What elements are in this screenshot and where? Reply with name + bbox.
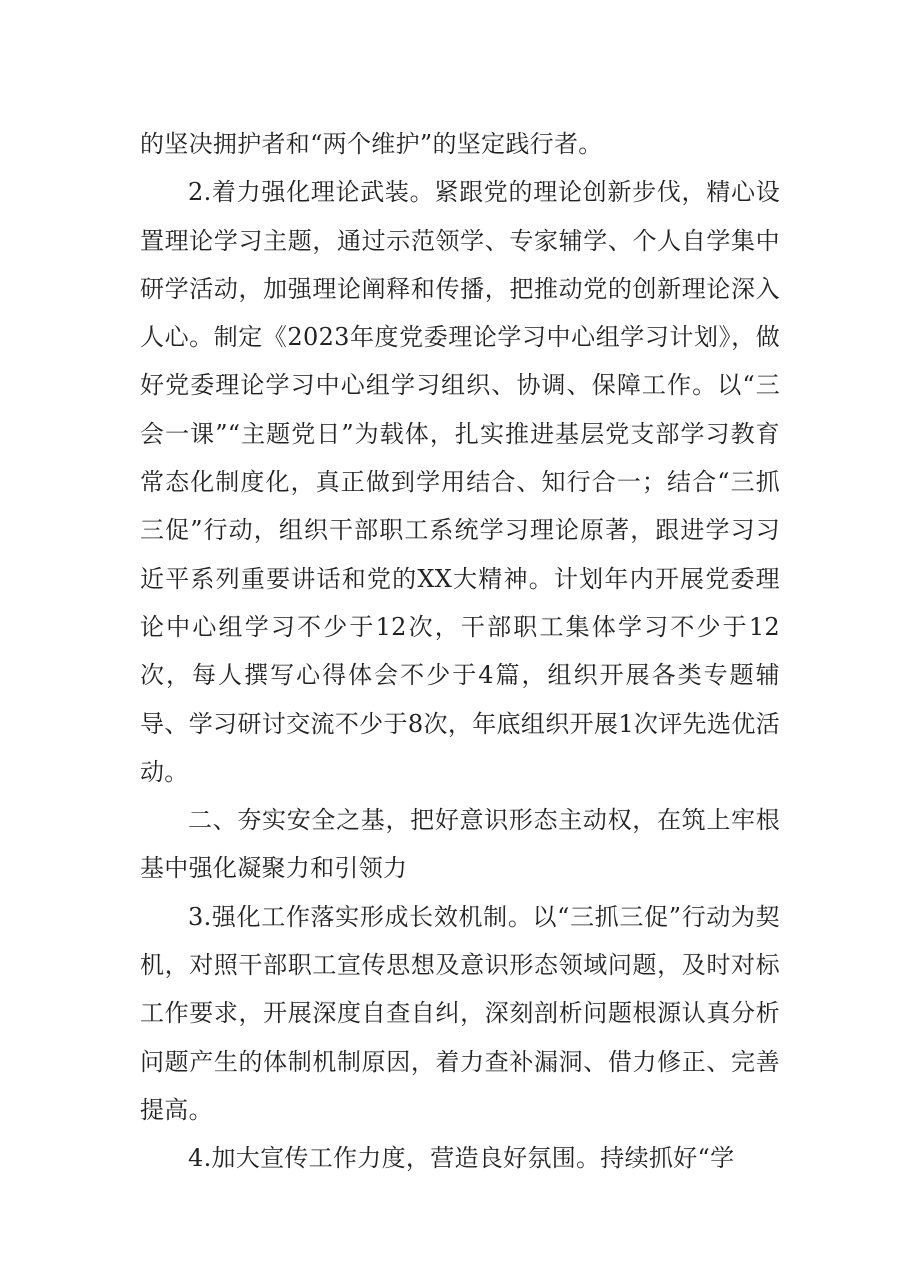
- paragraph-theory-study: 2.着力强化理论武装。紧跟党的理论创新步伐，精心设置理论学习主题，通过示范领学、专家辅学、个人自学集中研学活动，加强理论阐释和传播，把推动党的创新理论深入人心。制定《2023年度党委理论学习中心组学习计划》，做好党委理论学习中心组学习组织、协调、保障工作。以“三会一课”“主题党日”为载体，扎实推进基层党支部学习教育常态化制度化，真正做到学用结合、知行合一；结合“三抓三促”行动，组织干部职工系统学习理论原著，跟进学习习近平系列重要讲话和党的XX大精神。计划年内开展党委理论中心组学习不少于12次，干部职工集体学习不少于12次，每人撰写心得体会不少于4篇，组织开展各类专题辅导、学习研讨交流不少于8次，年底组织开展1次评先选优活动。: [140, 178, 780, 786]
- paragraph-continuation: 的坚决拥护者和“两个维护”的坚定践行者。: [140, 130, 603, 158]
- section-heading-ideology: 二、夯实安全之基，把好意识形态主动权，在筑上牢根基中强化凝聚力和引领力: [140, 806, 780, 883]
- paragraph-publicity: 4.加大宣传工作力度，营造良好氛围。持续抓好“学: [188, 1144, 735, 1173]
- paragraph-long-term-mechanism: 3.强化工作落实形成长效机制。以“三抓三促”行动为契机，对照干部职工宣传思想及意识形态领域问题，及时对标工作要求，开展深度自查自纠，深刻剖析问题根源认真分析问题产生的体制机制原因，着力查补漏洞、借力修正、完善提高。: [140, 902, 780, 1124]
- document-body: [140, 120, 780, 1183]
